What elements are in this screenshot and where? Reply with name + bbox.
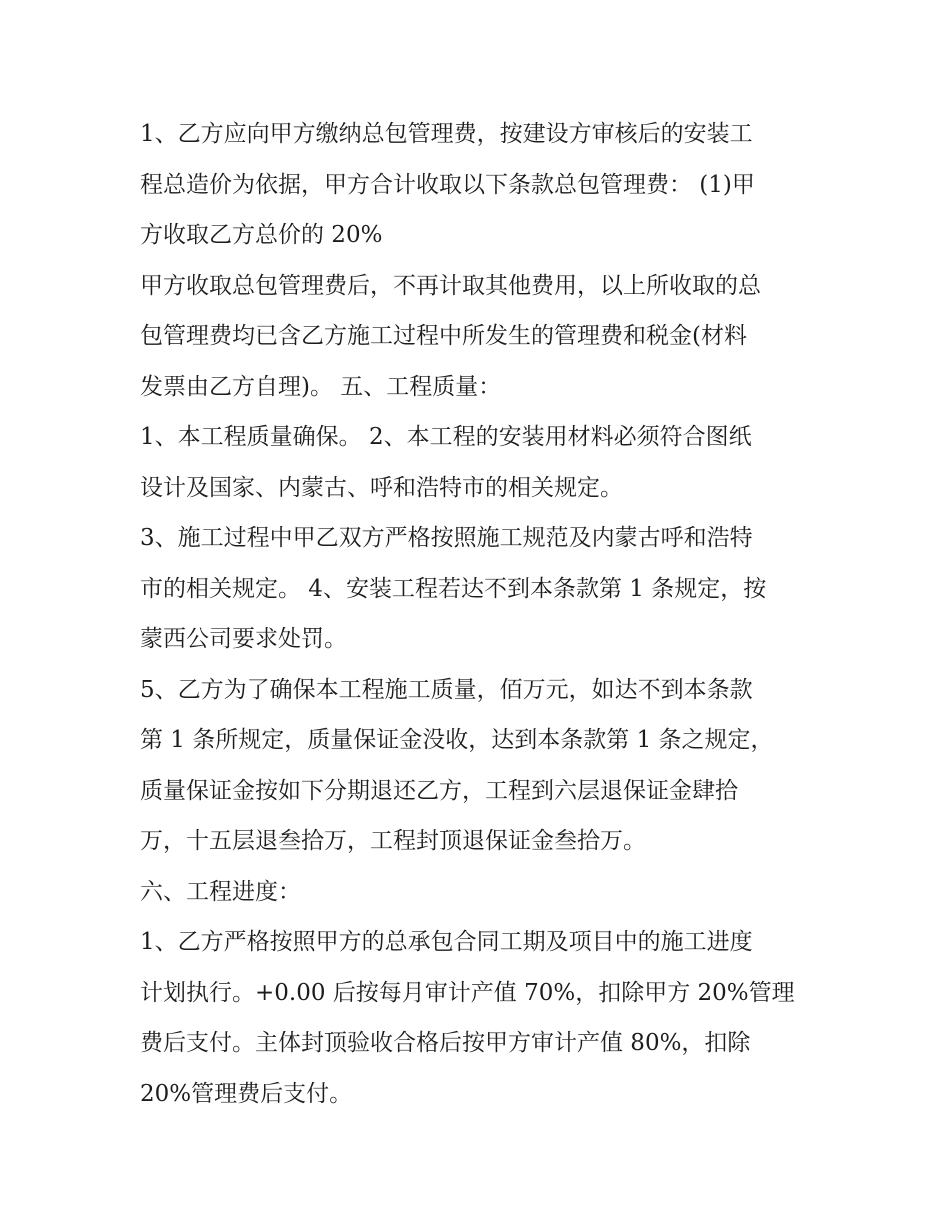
text-line: 市的相关规定。 4、安装工程若达不到本条款第 1 条规定，按	[140, 575, 767, 602]
text-line: 设计及国家、内蒙古、呼和浩特市的相关规定。	[140, 474, 623, 501]
text-line: 1、乙方应向甲方缴纳总包管理费，按建设方审核后的安装工	[140, 121, 753, 147]
document-body	[140, 109, 820, 1119]
text-line: 包管理费均已含乙方施工过程中所发生的管理费和税金(材料	[140, 323, 747, 349]
text-line: 计划执行。+0.00 后按每月审计产值 70%，扣除甲方 20%管理	[140, 979, 795, 1006]
text-line: 费后支付。主体封顶验收合格后按甲方审计产值 80%，扣除	[140, 1030, 751, 1056]
text-line: 1、本工程质量确保。 2、本工程的安装用材料必须符合图纸	[140, 424, 752, 450]
text-line: 质量保证金按如下分期退还乙方，工程到六层退保证金肆拾	[140, 777, 738, 804]
section-heading: 六、工程进度：	[140, 878, 301, 905]
text-line: 蒙西公司要求处罚。	[140, 626, 347, 652]
text-line: 第 1 条所规定，质量保证金没收，达到本条款第 1 条之规定，	[140, 727, 774, 753]
text-line: 发票由乙方自理)。 五、工程质量：	[140, 373, 502, 400]
text-line: 3、施工过程中甲乙双方严格按照施工规范及内蒙古呼和浩特	[140, 525, 753, 551]
text-line: 1、乙方严格按照甲方的总承包合同工期及项目中的施工进度	[140, 929, 753, 955]
text-line: 程总造价为依据，甲方合计收取以下条款总包管理费： (1)甲	[140, 171, 755, 198]
text-line: 5、乙方为了确保本工程施工质量，佰万元，如达不到本条款	[140, 676, 753, 703]
text-line: 甲方收取总包管理费后，不再计取其他费用，以上所收取的总	[140, 272, 761, 299]
text-line: 万，十五层退叁拾万，工程封顶退保证金叁拾万。	[140, 828, 646, 854]
text-line: 方收取乙方总价的 20%	[140, 222, 383, 248]
text-line: 20%管理费后支付。	[140, 1080, 353, 1107]
